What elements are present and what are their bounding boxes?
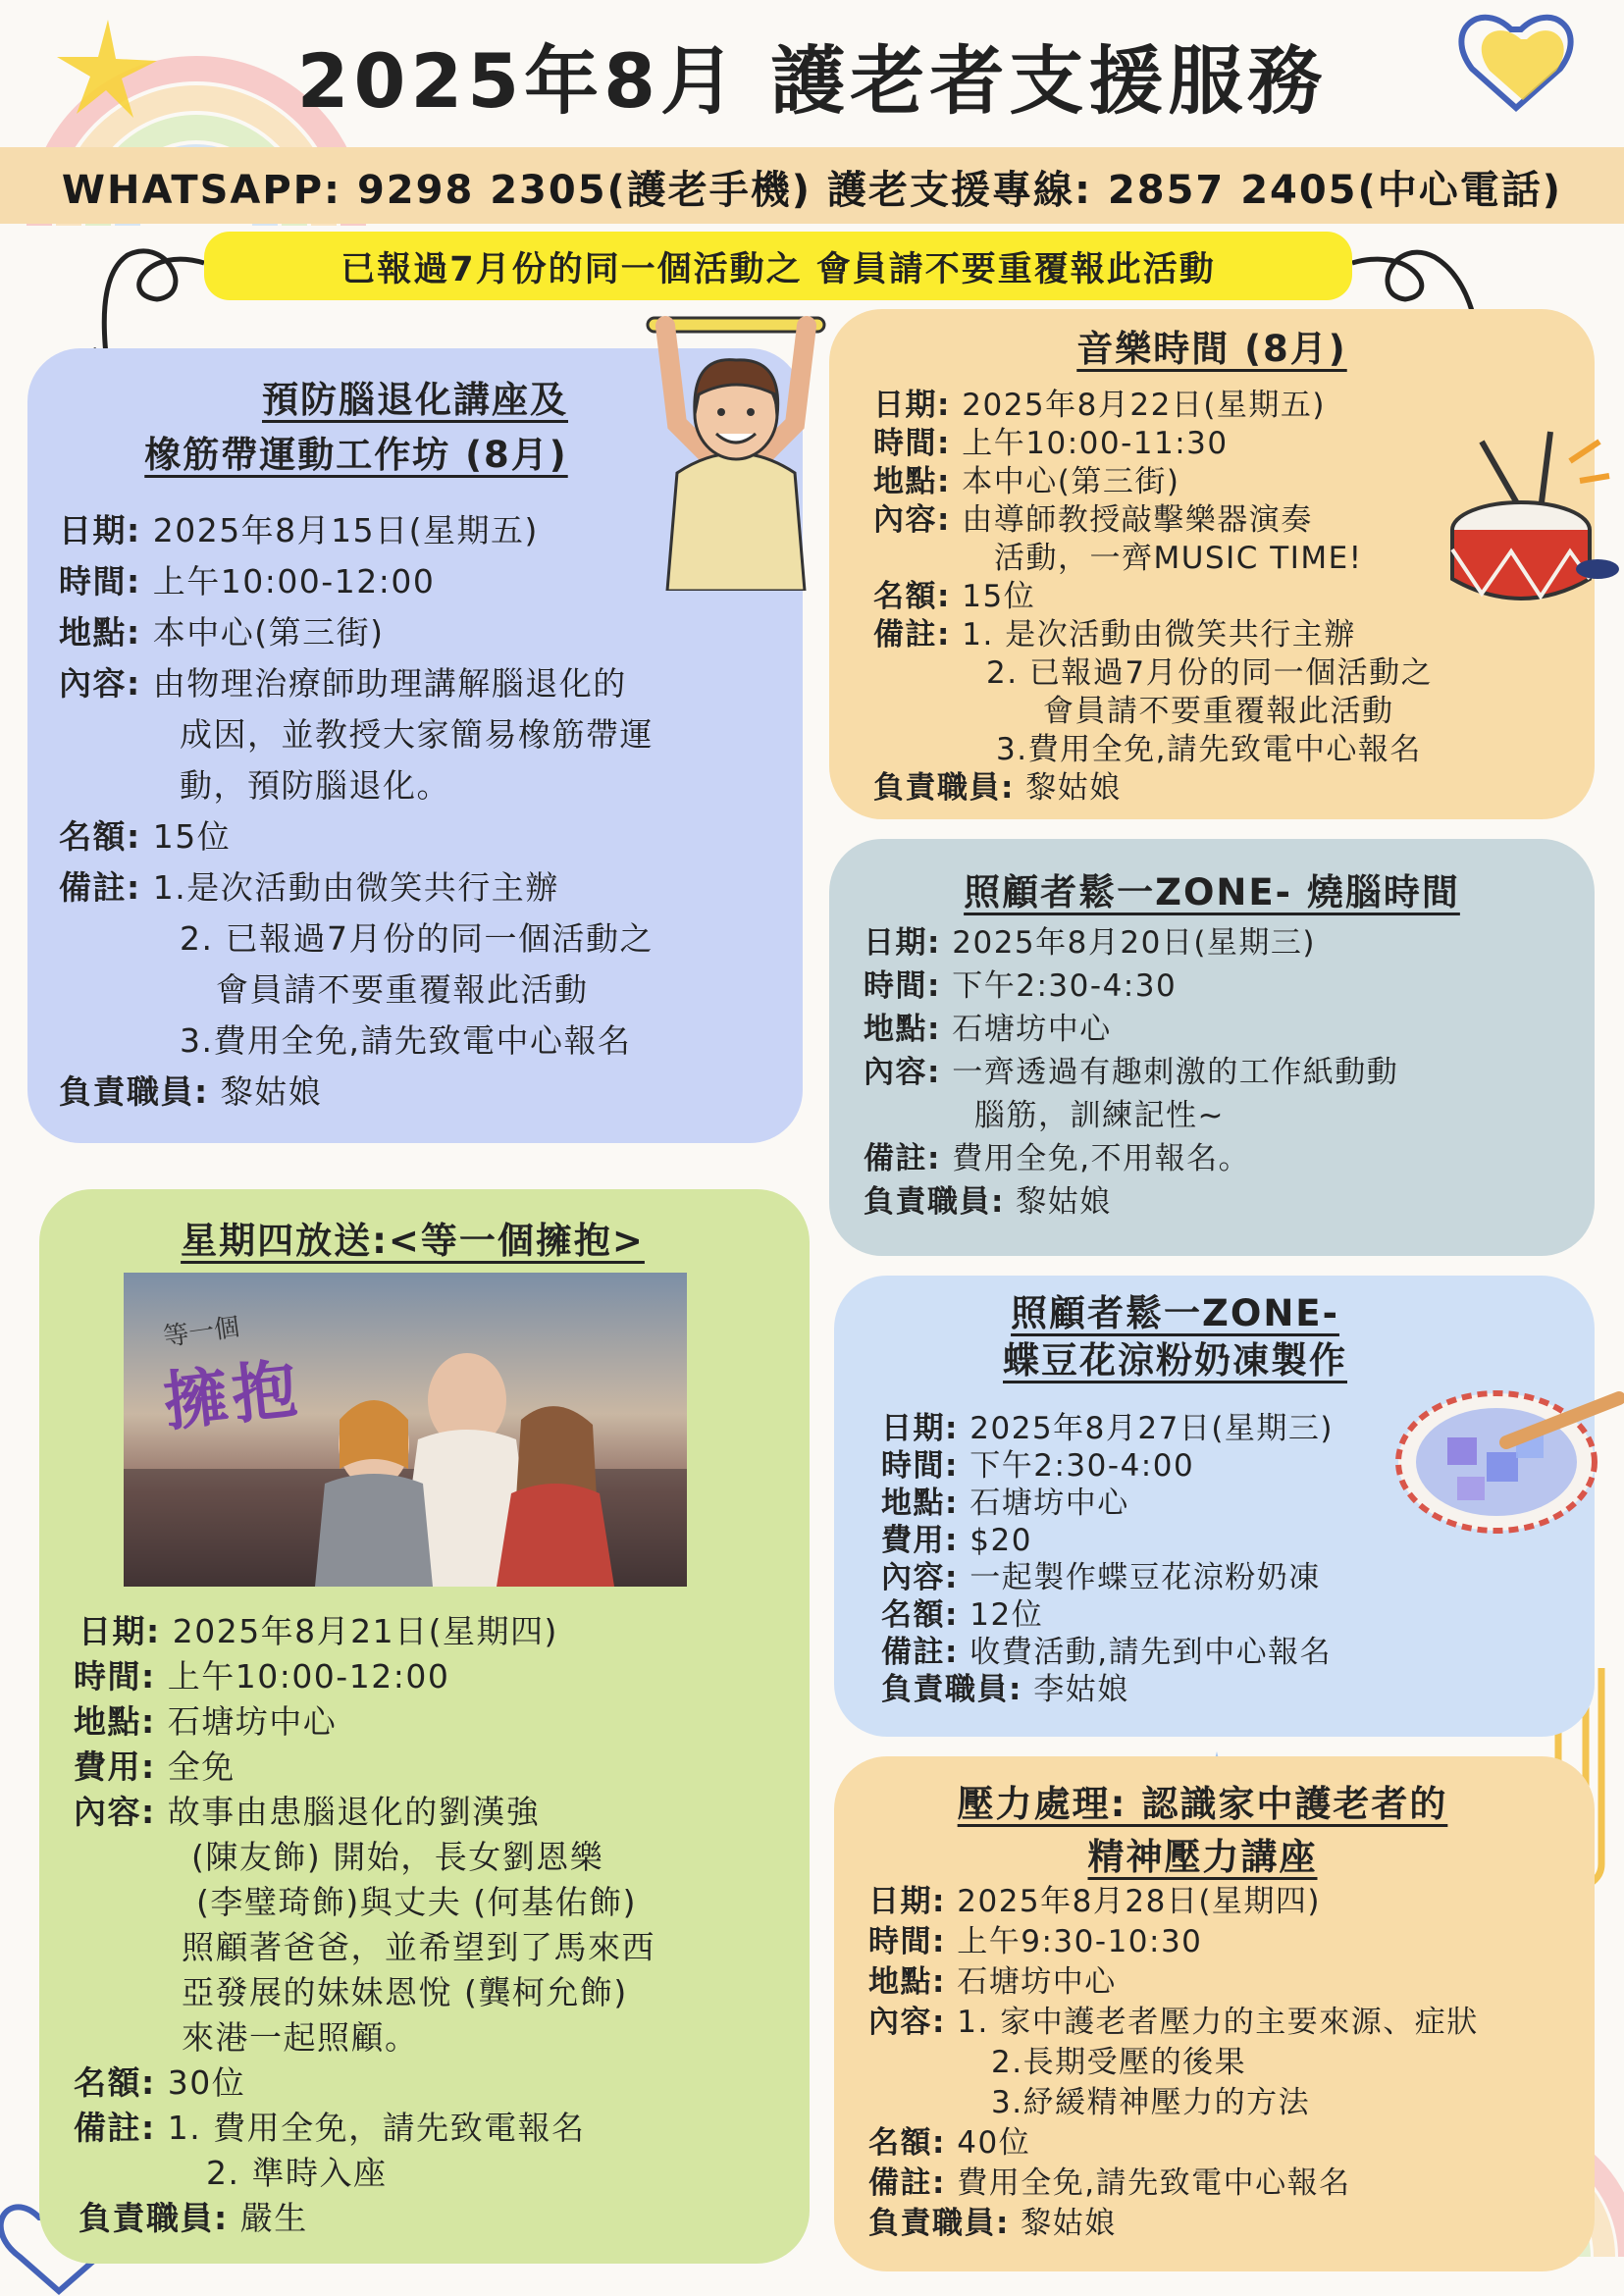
staff-value: 黎姑娘 <box>1016 1184 1112 1220</box>
card-brain-game <box>829 839 1595 1256</box>
content-value: 來港一起照顧。 <box>182 2018 419 2057</box>
place-value: 石塘坊中心 <box>167 1702 338 1741</box>
content-value: 3.紓緩精神壓力的方法 <box>991 2085 1311 2120</box>
place-label: 地點: <box>864 1012 941 1047</box>
card-title: 精神壓力講座 <box>1087 1836 1318 1878</box>
remark-value: 1. 是次活動由微笑共行主辦 <box>962 617 1356 652</box>
date-label: 日期: <box>868 1884 946 1919</box>
content-label: 內容: <box>74 1793 156 1831</box>
date-value: 2025年8月21日(星期四) <box>172 1612 558 1650</box>
card-title: 蝶豆花涼粉奶凍製作 <box>1003 1339 1347 1382</box>
staff-value: 黎姑娘 <box>1025 770 1122 806</box>
place-value: 石塘坊中心 <box>957 1964 1117 2000</box>
content-value: 活動，一齊MUSIC TIME! <box>994 541 1363 576</box>
place-label: 地點: <box>59 613 141 652</box>
remark-value: 1. 費用全免，請先致電報名 <box>167 2109 586 2147</box>
content-value: 照顧著爸爸，並希望到了馬來西 <box>182 1928 655 1966</box>
quota-value: 30位 <box>167 2063 246 2102</box>
remark-value: 會員請不要重覆報此活動 <box>216 970 589 1009</box>
remark-label: 備註: <box>74 2109 156 2147</box>
time-value: 下午2:30-4:00 <box>969 1448 1195 1484</box>
card-title: 壓力處理: 認識家中護老者的 <box>957 1783 1448 1825</box>
quota-value: 40位 <box>957 2125 1031 2161</box>
content-value: 1. 家中護老者壓力的主要來源、症狀 <box>957 2005 1479 2040</box>
time-value: 上午9:30-10:30 <box>957 1924 1203 1959</box>
place-label: 地點: <box>881 1486 959 1521</box>
place-value: 石塘坊中心 <box>952 1012 1112 1047</box>
quota-label: 名額: <box>59 817 141 856</box>
content-label: 內容: <box>864 1055 941 1090</box>
poster-title-small: 等一個 <box>161 1312 242 1353</box>
staff-label: 負責職員: <box>873 770 1015 806</box>
staff-value: 黎姑娘 <box>1021 2206 1117 2241</box>
content-value: 由導師教授敲擊樂器演奏 <box>962 502 1313 538</box>
content-value: 動，預防腦退化。 <box>180 766 450 805</box>
notice-text: 已報過7月份的同一個活動之 會員請不要重覆報此活動 <box>341 250 1216 289</box>
card-title: 照顧者鬆一ZONE- <box>1011 1292 1339 1334</box>
staff-label: 負責職員: <box>59 1072 209 1111</box>
place-value: 本中心(第三街) <box>962 464 1180 499</box>
time-label: 時間: <box>59 562 141 600</box>
date-value: 2025年8月22日(星期五) <box>962 388 1327 423</box>
time-label: 時間: <box>881 1448 959 1484</box>
time-value: 下午2:30-4:30 <box>952 968 1178 1004</box>
remark-value: 1.是次活動由微笑共行主辦 <box>152 868 559 907</box>
remark-value: 費用全免,請先致電中心報名 <box>957 2166 1351 2201</box>
time-value: 上午10:00-11:30 <box>962 426 1229 461</box>
place-label: 地點: <box>74 1702 156 1741</box>
date-value: 2025年8月15日(星期五) <box>152 511 539 549</box>
card-title: 星期四放送:<等一個擁抱> <box>181 1220 645 1262</box>
card-title: 音樂時間 (8月) <box>1076 328 1347 370</box>
content-value: 由物理治療師助理講解腦退化的 <box>152 664 627 703</box>
hotline-text: WHATSAPP: 9298 2305(護老手機) 護老支援專線: 2857 2405(中心電話) <box>61 168 1563 213</box>
quota-label: 名額: <box>74 2063 156 2102</box>
content-label: 內容: <box>59 664 141 703</box>
remark-label: 備註: <box>873 617 951 652</box>
remark-value: 3.費用全免,請先致電中心報名 <box>996 732 1422 767</box>
quota-label: 名額: <box>868 2125 946 2161</box>
content-value: (李璧琦飾)與丈夫 (何基佑飾) <box>196 1883 637 1921</box>
content-value: 2.長期受壓的後果 <box>991 2045 1247 2080</box>
place-label: 地點: <box>868 1964 946 2000</box>
staff-label: 負責職員: <box>868 2206 1010 2241</box>
time-value: 上午10:00-12:00 <box>152 562 436 600</box>
content-label: 內容: <box>868 2005 946 2040</box>
card-title: 照顧者鬆一ZONE- 燒腦時間 <box>964 871 1460 913</box>
time-value: 上午10:00-12:00 <box>167 1657 450 1696</box>
time-label: 時間: <box>74 1657 156 1696</box>
place-value: 石塘坊中心 <box>969 1486 1129 1521</box>
content-value: 故事由患腦退化的劉漢強 <box>167 1793 541 1831</box>
card-title: 橡筋帶運動工作坊 (8月) <box>144 434 568 476</box>
remark-label: 備註: <box>868 2166 946 2201</box>
remark-value: 2. 準時入座 <box>206 2154 388 2192</box>
remark-label: 備註: <box>59 868 141 907</box>
page-title: 2025年8月 護老者支援服務 <box>296 37 1328 125</box>
woman-exercise-illustration <box>638 306 834 591</box>
staff-value: 黎姑娘 <box>220 1072 323 1111</box>
place-value: 本中心(第三街) <box>152 613 385 652</box>
card-title: 預防腦退化講座及 <box>262 379 568 421</box>
date-value: 2025年8月20日(星期三) <box>952 925 1317 961</box>
content-value: 一起製作蝶豆花涼粉奶凍 <box>969 1560 1321 1595</box>
remark-value: 費用全免,不用報名。 <box>952 1141 1251 1176</box>
content-value: 成因，並教授大家簡易橡筋帶運 <box>180 715 654 754</box>
staff-value: 李姑娘 <box>1033 1672 1129 1707</box>
fee-label: 費用: <box>74 1748 156 1786</box>
date-label: 日期: <box>864 925 941 961</box>
content-label: 內容: <box>873 502 951 538</box>
place-label: 地點: <box>873 464 951 499</box>
card-stress-talk <box>834 1756 1595 2271</box>
content-label: 內容: <box>881 1560 959 1595</box>
content-value: 腦筋，訓練記性~ <box>974 1098 1225 1133</box>
fee-value: 全免 <box>167 1748 236 1786</box>
staff-label: 負責職員: <box>864 1184 1005 1220</box>
fee-label: 費用: <box>881 1523 959 1558</box>
quota-value: 12位 <box>969 1597 1044 1633</box>
staff-value: 嚴生 <box>239 2199 308 2237</box>
date-label: 日期: <box>79 1612 161 1650</box>
remark-value: 會員請不要重覆報此活動 <box>1043 694 1394 729</box>
content-value: 亞發展的妹妹恩悅 (龔柯允飾) <box>182 1973 628 2011</box>
staff-label: 負責職員: <box>79 2199 229 2237</box>
time-label: 時間: <box>868 1924 946 1959</box>
content-value: 一齊透過有趣刺激的工作紙動動 <box>952 1055 1399 1090</box>
remark-label: 備註: <box>864 1141 941 1176</box>
staff-label: 負責職員: <box>881 1672 1022 1707</box>
time-label: 時間: <box>873 426 951 461</box>
remark-value: 2. 已報過7月份的同一個活動之 <box>986 655 1434 691</box>
remark-value: 2. 已報過7月份的同一個活動之 <box>180 919 654 958</box>
remark-value: 收費活動,請先到中心報名 <box>969 1635 1333 1670</box>
quota-value: 15位 <box>962 579 1036 614</box>
quota-label: 名額: <box>881 1597 959 1633</box>
fee-value: $20 <box>969 1523 1032 1558</box>
content-value: (陳友飾) 開始，長女劉恩樂 <box>191 1838 604 1876</box>
jelly-bowl-illustration <box>1388 1383 1624 1555</box>
date-label: 日期: <box>59 511 141 549</box>
date-label: 日期: <box>873 388 951 423</box>
remark-value: 3.費用全免,請先致電中心報名 <box>180 1021 632 1060</box>
quota-value: 15位 <box>152 817 232 856</box>
remark-label: 備註: <box>881 1635 959 1670</box>
time-label: 時間: <box>864 968 941 1004</box>
quota-label: 名額: <box>873 579 951 614</box>
date-value: 2025年8月28日(星期四) <box>957 1884 1322 1919</box>
date-value: 2025年8月27日(星期三) <box>969 1411 1335 1446</box>
movie-poster <box>124 1273 687 1587</box>
poster-title-big: 擁抱 <box>159 1349 305 1441</box>
date-label: 日期: <box>881 1411 959 1446</box>
drum-illustration <box>1442 422 1619 608</box>
